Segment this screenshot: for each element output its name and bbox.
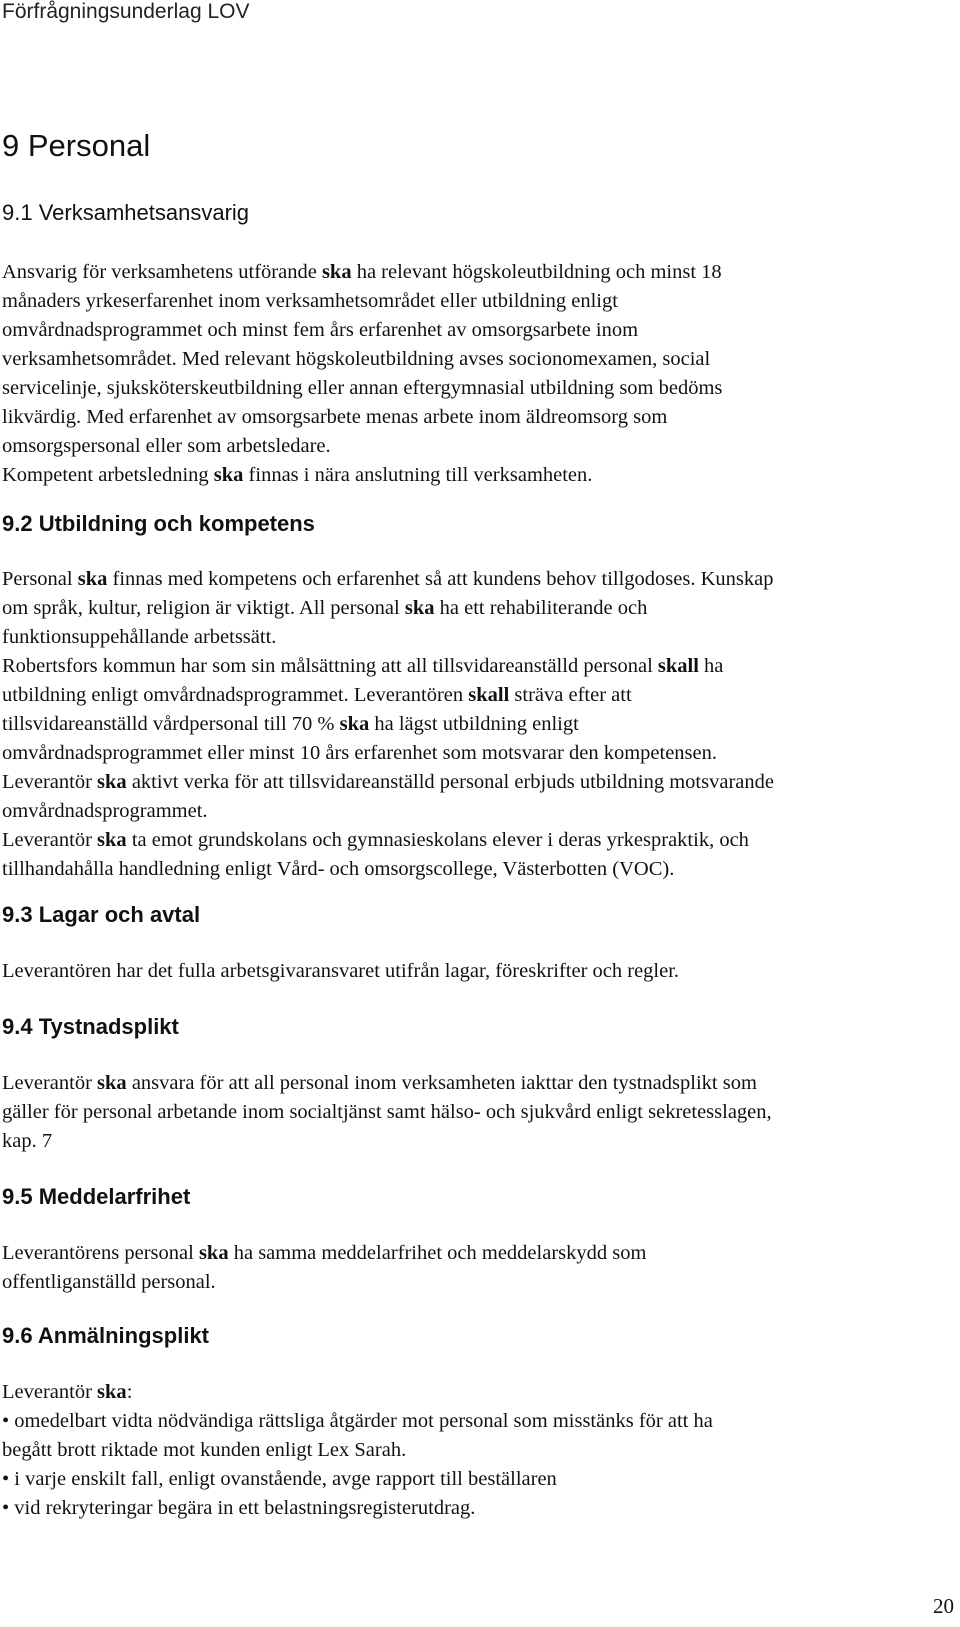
text-line: Leverantören har det fulla arbetsgivaransvaret utifrån lagar, föreskrifter och regler. [2, 960, 680, 982]
chapter-title: 9 Personal [2, 128, 151, 163]
text-line: Leverantör ska ansvara för att all personal inom verksamheten iakttar den tystnadsplikt som [2, 1072, 757, 1094]
text-line: Leverantör ska: [2, 1381, 133, 1403]
section-heading: 9.1 Verksamhetsansvarig [2, 200, 250, 225]
text-line: Leverantörens personal ska ha samma meddelarfrihet och meddelarskydd som [2, 1242, 647, 1264]
text-line: omvårdnadsprogrammet eller minst 10 års erfarenhet som motsvarar den kompetensen. [2, 742, 717, 764]
text-line: kap. 7 [2, 1130, 53, 1152]
page-number: 20 [933, 1594, 954, 1618]
text-line: Ansvarig för verksamhetens utförande ska ha relevant högskoleutbildning och minst 18 [2, 261, 722, 283]
text-line: tillhandahålla handledning enligt Vård- och omsorgscollege, Västerbotten (VOC). [2, 858, 675, 880]
text-line: omvårdnadsprogrammet och minst fem års erfarenhet av omsorgsarbete inom [2, 319, 639, 341]
section-body [2, 1069, 960, 1156]
text-line: Personal ska finnas med kompetens och erfarenhet så att kundens behov tillgodoses. Kunskap [2, 568, 774, 590]
section-body [2, 957, 960, 986]
text-line: offentliganställd personal. [2, 1271, 216, 1293]
section-body [2, 258, 960, 490]
text-line: om språk, kultur, religion är viktigt. All personal ska ha ett rehabiliterande och [2, 597, 648, 619]
text-line: Leverantör ska aktivt verka för att tillsvidareanställd personal erbjuds utbildning motsvarande [2, 771, 774, 793]
list-item-continuation: begått brott riktade mot kunden enligt Lex Sarah. [2, 1439, 407, 1461]
section-heading: 9.4 Tystnadsplikt [2, 1014, 179, 1039]
text-line: Leverantör ska ta emot grundskolans och gymnasieskolans elever i deras yrkespraktik, och [2, 829, 749, 851]
section-heading: 9.2 Utbildning och kompetens [2, 511, 315, 536]
text-line: månaders yrkeserfarenhet inom verksamhetsområdet eller utbildning enligt [2, 290, 618, 312]
text-line: gäller för personal arbetande inom socialtjänst samt hälso- och sjukvård enligt sekretesslagen, [2, 1101, 772, 1123]
text-line: funktionsuppehållande arbetssätt. [2, 626, 277, 648]
text-line: verksamhetsområdet. Med relevant högskoleutbildning avses socionomexamen, social [2, 348, 711, 370]
section-heading: 9.3 Lagar och avtal [2, 902, 201, 927]
running-header: Förfrågningsunderlag LOV [2, 0, 250, 23]
section-heading: 9.6 Anmälningsplikt [2, 1323, 210, 1348]
text-line: likvärdig. Med erfarenhet av omsorgsarbete menas arbete inom äldreomsorg som [2, 406, 668, 428]
list-item: • omedelbart vidta nödvändiga rättsliga åtgärder mot personal som misstänks för att ha [2, 1410, 713, 1432]
list-item: • i varje enskilt fall, enligt ovanstående, avge rapport till beställaren [2, 1468, 557, 1490]
text-line: Kompetent arbetsledning ska finnas i nära anslutning till verksamheten. [2, 464, 593, 486]
list-item: • vid rekryteringar begära in ett belastningsregisterutdrag. [2, 1497, 476, 1519]
text-line: servicelinje, sjuksköterskeutbildning eller annan eftergymnasial utbildning som bedöms [2, 377, 723, 399]
text-line: omsorgspersonal eller som arbetsledare. [2, 435, 331, 457]
text-line: Robertsfors kommun har som sin målsättning att all tillsvidareanställd personal skall ha [2, 655, 724, 677]
section-body [2, 1239, 960, 1297]
text-line: tillsvidareanställd vårdpersonal till 70 % ska ha lägst utbildning enligt [2, 713, 579, 735]
section-body [2, 1378, 960, 1523]
text-line: omvårdnadsprogrammet. [2, 800, 208, 822]
section-body [2, 565, 960, 884]
section-heading: 9.5 Meddelarfrihet [2, 1184, 191, 1209]
text-line: utbildning enligt omvårdnadsprogrammet. Leverantören skall sträva efter att [2, 684, 632, 706]
